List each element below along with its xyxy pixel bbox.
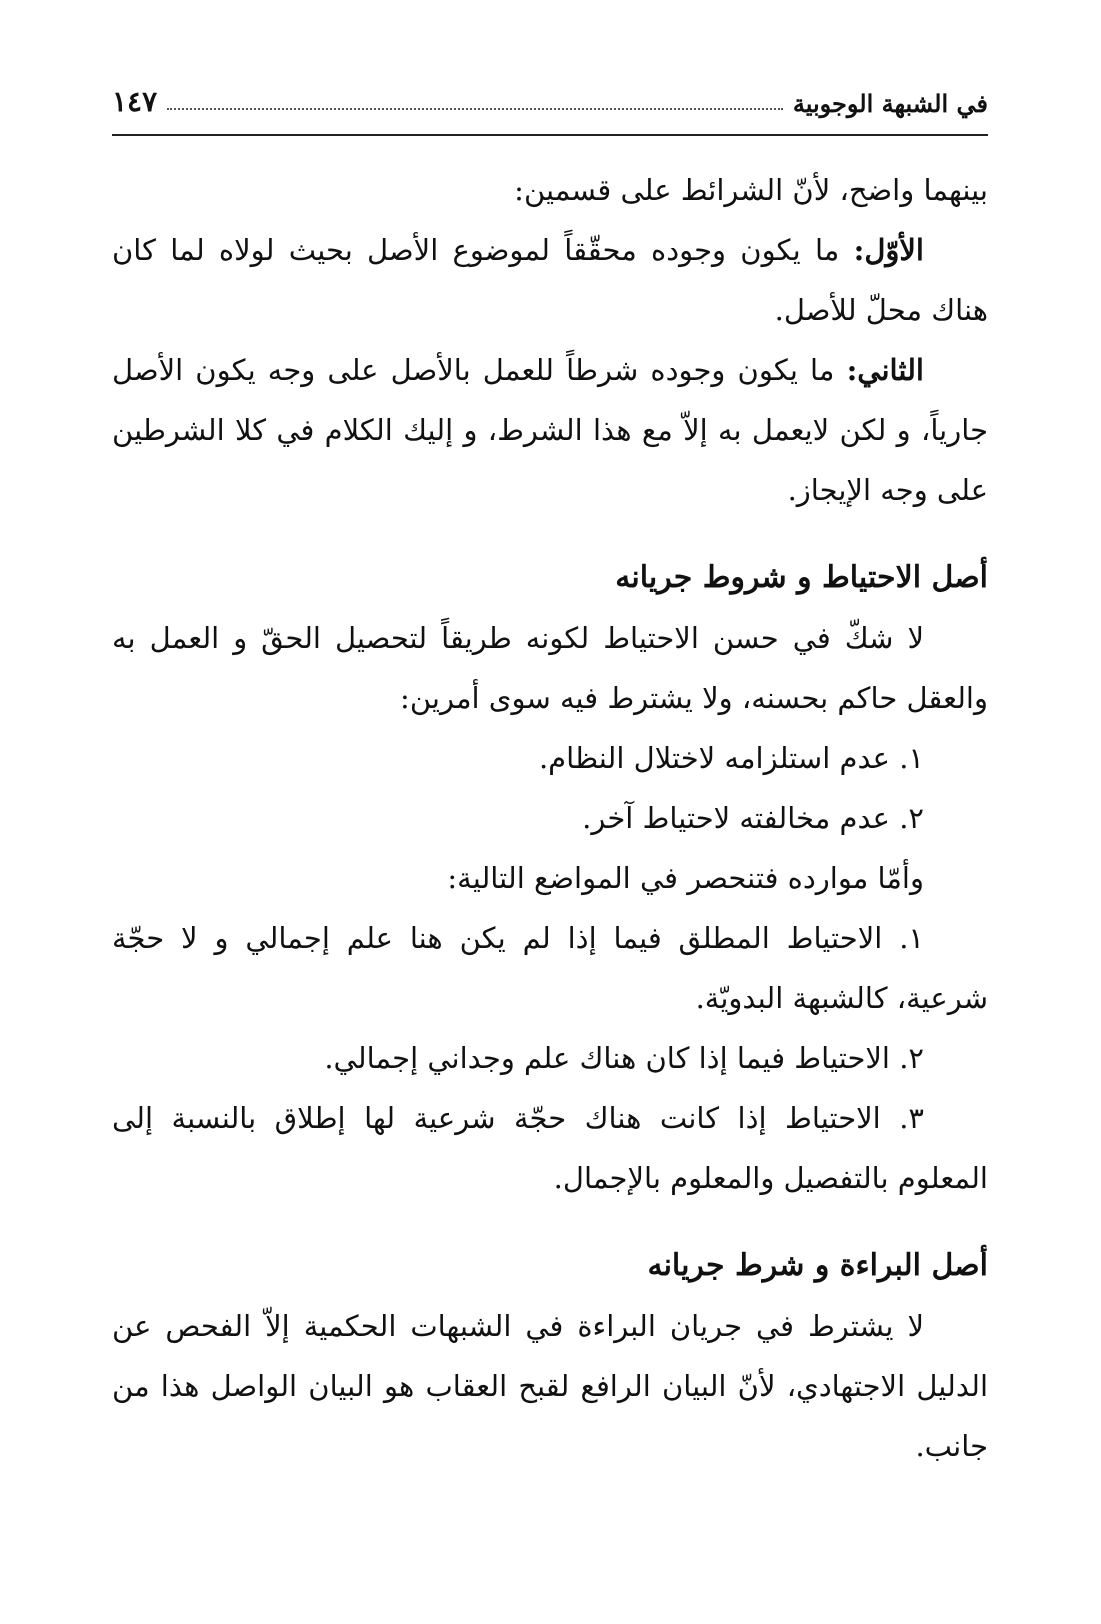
paragraph-precaution: لا شكّ في حسن الاحتياط لكونه طريقاً لتحصيل الحقّ و العمل به والعقل حاكم بحسنه، ولا يشترط فيه سوى أمرين:	[112, 621, 988, 715]
page-header	[112, 78, 988, 118]
header-rule	[112, 134, 988, 136]
list-item: ٢. عدم مخالفته لاحتياط آخر.	[582, 801, 924, 835]
page-number: ١٤٧	[112, 85, 158, 118]
paragraph-acquittal: لا يشترط في جريان البراءة في الشبهات الحكمية إلاّ الفحص عن الدليل الاجتهادي، لأنّ البيان الرافع لقبح العقاب هو البيان الواصل هذا من جانب.	[112, 1309, 988, 1463]
second-condition-label: الثاني:	[846, 353, 924, 387]
running-title: في الشبهة الوجوبية	[792, 89, 988, 118]
first-condition-text: ما يكون وجوده محقّقاً لموضوع الأصل بحيث لولاه لما كان هناك محلّ للأصل.	[112, 233, 988, 327]
section-gap	[112, 520, 988, 548]
second-condition-text: ما يكون وجوده شرطاً للعمل بالأصل على وجه يكون الأصل جارياً، و لكن لايعمل به إلاّ مع هذا الشرط، و إليك الكلام في كلا الشرطين على وجه الإيجاز.	[112, 353, 988, 507]
paragraph-intro: بينهما واضح، لأنّ الشرائط على قسمين:	[514, 173, 988, 207]
list-item: ١. عدم استلزامه لاختلال النظام.	[538, 741, 924, 775]
list-item: ٣. الاحتياط إذا كانت هناك حجّة شرعية لها إطلاق بالنسبة إلى المعلوم بالتفصيل والمعلوم بالإجمال.	[112, 1101, 988, 1195]
header-dot-leader	[167, 107, 783, 110]
paragraph-first-condition	[112, 220, 988, 340]
list-item: ٢. الاحتياط فيما إذا كان هناك علم وجداني إجمالي.	[324, 1041, 924, 1075]
first-condition-label: الأوّل:	[853, 233, 924, 267]
list-item: ١. الاحتياط المطلق فيما إذا لم يكن هنا علم إجمالي و لا حجّة شرعية، كالشبهة البدويّة.	[112, 921, 988, 1015]
paragraph-second-condition	[112, 340, 988, 520]
paragraph-cases-intro: وأمّا موارده فتنحصر في المواضع التالية:	[447, 861, 924, 895]
section-heading-precaution: أصل الاحتياط و شروط جريانه	[615, 560, 988, 595]
section-heading-acquittal: أصل البراءة و شرط جريانه	[647, 1248, 988, 1283]
section-gap	[112, 1208, 988, 1236]
page-body	[112, 160, 988, 1476]
